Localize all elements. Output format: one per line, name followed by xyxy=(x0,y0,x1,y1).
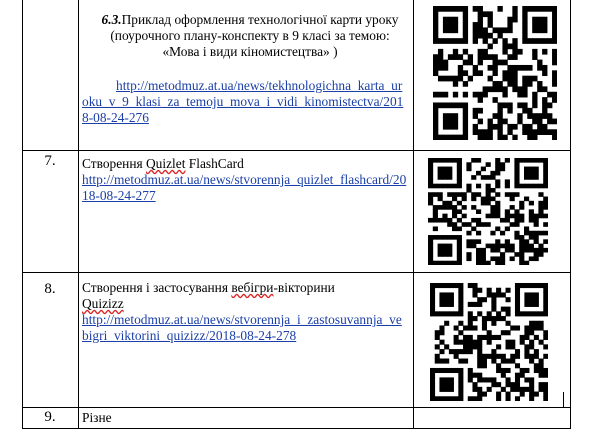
row-link[interactable]: http://metodmuz.at.ua/news/tekhnologichna_karta_uroku_v_9_klasi_za_temoju_mova_i_vidi_kinomistectva/2018-08-24-276 xyxy=(82,78,404,125)
qr-code-icon xyxy=(433,6,557,140)
row-title-spellcheck: Quizlet xyxy=(146,156,186,171)
row-title-wrap xyxy=(100,12,400,60)
row-title-line2: Quizizz xyxy=(82,296,124,311)
row-link[interactable]: http://metodmuz.at.ua/news/stvorennja_quizlet_flashcard/2018-08-24-277 xyxy=(82,172,407,203)
table-border-left xyxy=(22,0,23,429)
row-title-part: Створення і застосування xyxy=(82,280,232,295)
row-number: 8. xyxy=(44,281,56,297)
row-title-spellcheck: вебігри xyxy=(231,280,274,295)
row-title-part: FlashCard xyxy=(185,156,244,171)
row-text-block xyxy=(82,156,408,204)
row-title xyxy=(82,156,408,172)
row-link[interactable]: http://metodmuz.at.ua/news/stvorennja_i_zastosuvannja_vebigri_viktorini_quizizz/2018-08-24-278 xyxy=(82,312,402,343)
row-title xyxy=(82,280,408,296)
row-title-block xyxy=(100,12,400,60)
column-divider-2 xyxy=(413,0,414,429)
row-text-block xyxy=(82,280,408,344)
row-number: 9. xyxy=(44,409,56,425)
row-title-part: Створення xyxy=(82,156,147,171)
row-number: 7. xyxy=(44,153,56,169)
text-cursor xyxy=(563,392,564,407)
qr-code-icon xyxy=(430,283,548,401)
row-divider xyxy=(22,428,571,429)
row-divider xyxy=(22,272,571,273)
row-link-block xyxy=(82,78,408,126)
table-border-right xyxy=(570,0,571,429)
row-title-part: -вікторини xyxy=(273,280,335,295)
row-divider xyxy=(22,407,571,408)
row-title: Приклад оформлення технологічної карти уроку (поурочного плану-конспекту в 9 класі за темою: «Мова і види кіномистецтва» ) xyxy=(110,12,399,59)
qr-code-icon xyxy=(428,158,548,265)
row-divider xyxy=(22,150,571,151)
column-divider-1 xyxy=(78,0,79,429)
row-title: Різне xyxy=(82,410,112,425)
row-prefix: 6.3. xyxy=(101,12,122,27)
